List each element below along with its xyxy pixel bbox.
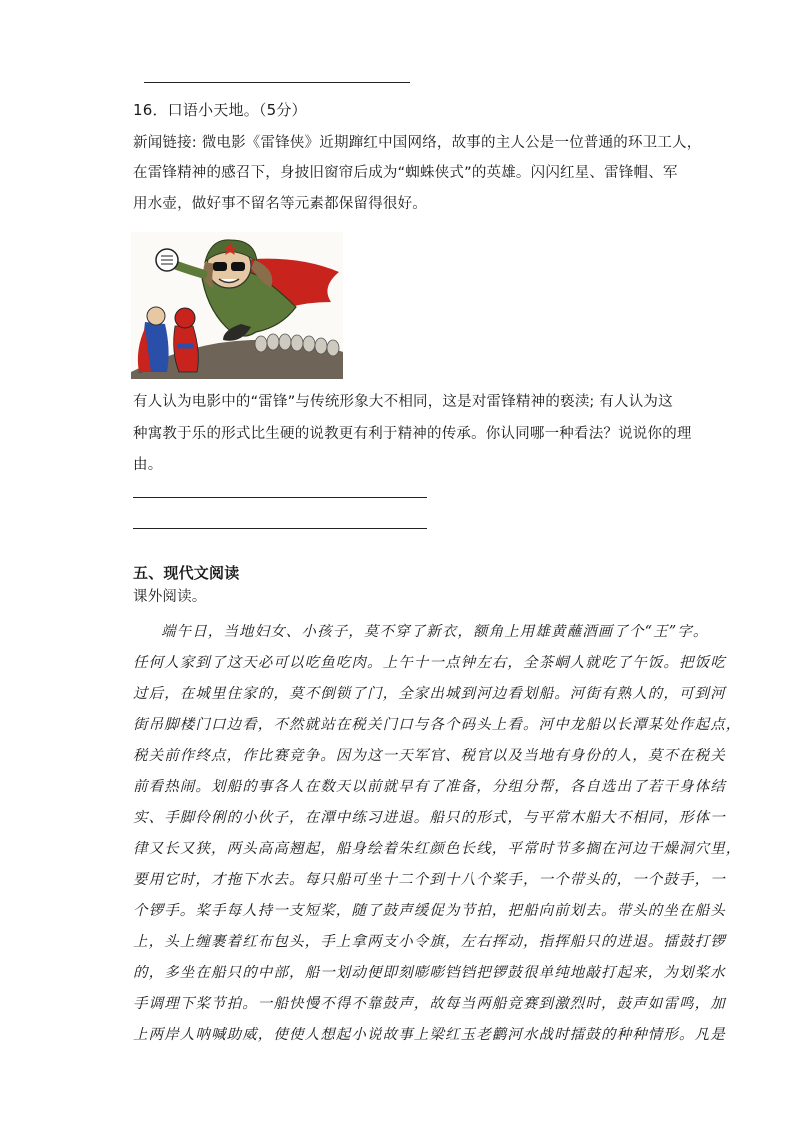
prompt-line-1: 有人认为电影中的“雷锋”与传统形象大不相同，这是对雷锋精神的亵渎; 有人认为这 bbox=[133, 394, 673, 410]
prompt-line-3: 由。 bbox=[133, 457, 163, 473]
passage-line-3: 过后，在城里住家的，莫不倒锁了门，全家出城到河边看划船。河街有熟人的，可到河 bbox=[133, 686, 726, 702]
passage-line-6: 前看热闹。划船的事各人在数天以前就早有了准备，分组分帮，各自选出了若干身体结 bbox=[133, 779, 726, 795]
news-line-3: 用水壶，做好事不留名等元素都保留得很好。 bbox=[133, 196, 427, 212]
answer-line-top bbox=[144, 82, 410, 83]
passage-line-14: 上两岸人呐喊助威，使使人想起小说故事上梁红玉老鹳河水战时擂鼓的种种情形。凡是 bbox=[133, 1027, 726, 1043]
passage-line-12: 的，多坐在船只的中部，船一划动便即刻嘭嘭铛铛把锣鼓很单纯地敲打起来，为划桨水 bbox=[133, 965, 726, 981]
passage-line-11: 上，头上缠裹着红布包头，手上拿两支小令旗，左右挥动，指挥船只的进退。擂鼓打锣 bbox=[133, 934, 726, 950]
answer-line-2[interactable] bbox=[133, 528, 427, 529]
cartoon-superhero-illustration bbox=[131, 232, 343, 379]
comic-svg bbox=[131, 232, 343, 379]
passage-line-9: 要用它时，才拖下水去。每只船可坐十二个到十八个桨手，一个带头的，一个鼓手，一 bbox=[133, 872, 726, 888]
passage-line-5: 税关前作终点，作比赛竞争。因为这一天军官、税官以及当地有身份的人，莫不在税关 bbox=[133, 748, 726, 764]
question-16-title: 16．口语小天地。（5分） bbox=[133, 101, 307, 119]
passage-line-8: 律又长又狭，两头高高翘起，船身绘着朱红颜色长线，平常时节多搁在河边干燥洞穴里， bbox=[133, 841, 742, 857]
prompt-line-2: 种寓教于乐的形式比生硬的说教更有利于精神的传承。你认同哪一种看法？说说你的理 bbox=[133, 426, 692, 442]
section-5-subheading: 课外阅读。 bbox=[133, 589, 207, 605]
answer-line-1[interactable] bbox=[133, 497, 427, 498]
passage-line-13: 手调理下桨节拍。一船快慢不得不靠鼓声，故每当两船竞赛到激烈时，鼓声如雷鸣，加 bbox=[133, 996, 726, 1012]
news-line-1: 新闻链接: 微电影《雷锋侠》近期蹿红中国网络，故事的主人公是一位普通的环卫工人， bbox=[133, 135, 702, 151]
passage-line-1: 端午日，当地妇女、小孩子，莫不穿了新衣，额角上用雄黄蘸酒画了个“王”字。 bbox=[161, 624, 709, 640]
passage-line-10: 个锣手。桨手每人持一支短桨，随了鼓声缓促为节拍，把船向前划去。带头的坐在船头 bbox=[133, 903, 726, 919]
section-5-heading: 五、现代文阅读 bbox=[133, 564, 240, 582]
passage-line-2: 任何人家到了这天必可以吃鱼吃肉。上午十一点钟左右，全茶峒人就吃了午饭。把饭吃 bbox=[133, 655, 726, 671]
passage-line-4: 街吊脚楼门口边看，不然就站在税关门口与各个码头上看。河中龙船以长潭某处作起点， bbox=[133, 717, 742, 733]
svg-text:~: ~ bbox=[137, 369, 143, 377]
passage-line-7: 实、手脚伶俐的小伙子，在潭中练习进退。船只的形式，与平常木船大不相同，形体一 bbox=[133, 810, 726, 826]
news-line-2: 在雷锋精神的感召下，身披旧窗帘后成为“蜘蛛侠式”的英雄。闪闪红星、雷锋帽、军 bbox=[133, 165, 678, 181]
